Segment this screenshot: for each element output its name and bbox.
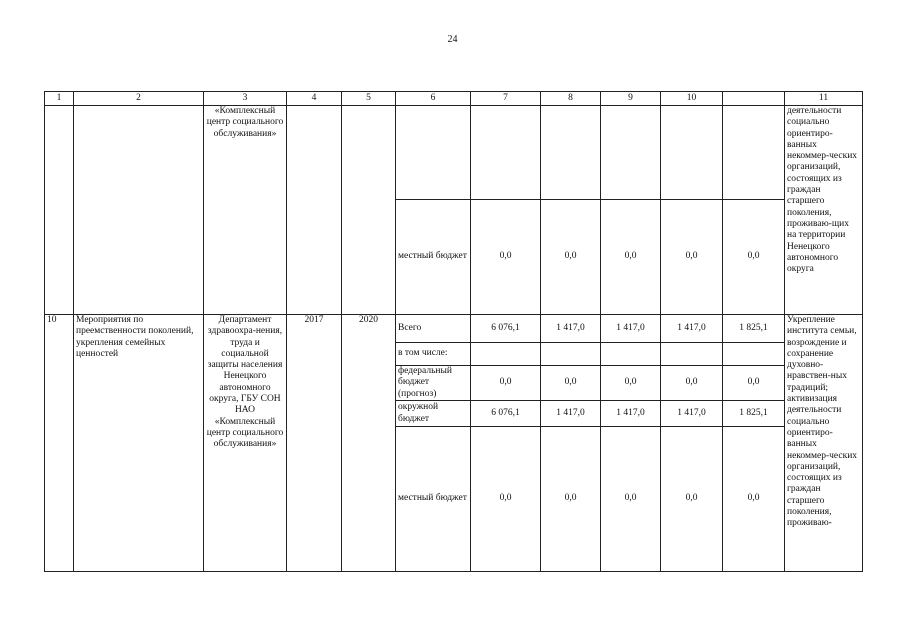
table-row	[45, 315, 863, 343]
header-cell: 5	[342, 92, 396, 106]
source-cell: Всего	[396, 315, 471, 343]
value-cell: 1 417,0	[601, 401, 661, 427]
value-cell	[601, 343, 661, 366]
table-row	[45, 106, 863, 200]
source-cell: федеральный бюджет (прогноз)	[396, 366, 471, 401]
value-cell: 0,0	[541, 200, 601, 315]
value-cell	[661, 106, 723, 200]
value-cell: 0,0	[661, 427, 723, 572]
header-cell: 7	[471, 92, 541, 106]
start-cell: 2017	[287, 315, 342, 572]
result-cell: деятельности социально ориентиро-ванных некоммер-ческих организаций, состоящих из граждан старшего поколения, проживаю-щих на территории Ненецкого автономного округа	[785, 106, 863, 315]
header-cell: 8	[541, 92, 601, 106]
num-cell	[45, 106, 74, 315]
source-cell: местный бюджет	[396, 427, 471, 572]
value-cell	[661, 343, 723, 366]
value-cell: 0,0	[471, 366, 541, 401]
value-cell	[471, 343, 541, 366]
result-cell: Укрепление института семьи, возрождение и сохранение духовно-нравствен-ных традиций; активизация деятельности социально ориентиро-ванных некоммер-ческих организаций, состоящих из граждан старшего поколения, проживаю-	[785, 315, 863, 572]
value-cell: 0,0	[541, 366, 601, 401]
value-cell	[723, 106, 785, 200]
header-row	[45, 92, 863, 106]
header-cell: 6	[396, 92, 471, 106]
source-cell	[396, 106, 471, 200]
value-cell: 0,0	[661, 200, 723, 315]
value-cell: 6 076,1	[471, 315, 541, 343]
value-cell	[541, 343, 601, 366]
value-cell: 0,0	[723, 366, 785, 401]
header-cell: 4	[287, 92, 342, 106]
end-cell: 2020	[342, 315, 396, 572]
program-table	[44, 91, 863, 572]
source-cell: местный бюджет	[396, 200, 471, 315]
value-cell	[471, 106, 541, 200]
value-cell	[541, 106, 601, 200]
page-number: 24	[447, 34, 458, 45]
header-cell: 2	[74, 92, 204, 106]
num-cell: 10	[45, 315, 74, 572]
value-cell	[723, 343, 785, 366]
value-cell: 0,0	[601, 366, 661, 401]
value-cell: 0,0	[471, 427, 541, 572]
value-cell: 1 417,0	[601, 315, 661, 343]
source-cell: в том числе:	[396, 343, 471, 366]
value-cell: 0,0	[723, 427, 785, 572]
header-cell: 10	[661, 92, 723, 106]
value-cell	[601, 106, 661, 200]
value-cell: 0,0	[723, 200, 785, 315]
value-cell: 0,0	[541, 427, 601, 572]
value-cell: 6 076,1	[471, 401, 541, 427]
header-cell: 9	[601, 92, 661, 106]
value-cell: 0,0	[661, 366, 723, 401]
executor-cell: Департамент здравоохра-нения, труда и социальной защиты населения Ненецкого автономного округа, ГБУ СОН НАО «Комплексный центр социального обслуживания»	[204, 315, 287, 572]
value-cell: 1 417,0	[661, 315, 723, 343]
header-cell: 1	[45, 92, 74, 106]
source-cell: окружной бюджет	[396, 401, 471, 427]
header-cell	[723, 92, 785, 106]
start-cell	[287, 106, 342, 315]
end-cell	[342, 106, 396, 315]
value-cell: 1 417,0	[541, 315, 601, 343]
value-cell: 1 825,1	[723, 315, 785, 343]
value-cell: 1 417,0	[541, 401, 601, 427]
value-cell: 0,0	[471, 200, 541, 315]
executor-cell: «Комплексный центр социального обслуживания»	[204, 106, 287, 315]
header-cell: 11	[785, 92, 863, 106]
value-cell: 0,0	[601, 427, 661, 572]
value-cell: 0,0	[601, 200, 661, 315]
value-cell: 1 417,0	[661, 401, 723, 427]
header-cell: 3	[204, 92, 287, 106]
name-cell	[74, 106, 204, 315]
value-cell: 1 825,1	[723, 401, 785, 427]
name-cell: Мероприятия по преемственности поколений, укрепления семейных ценностей	[74, 315, 204, 572]
